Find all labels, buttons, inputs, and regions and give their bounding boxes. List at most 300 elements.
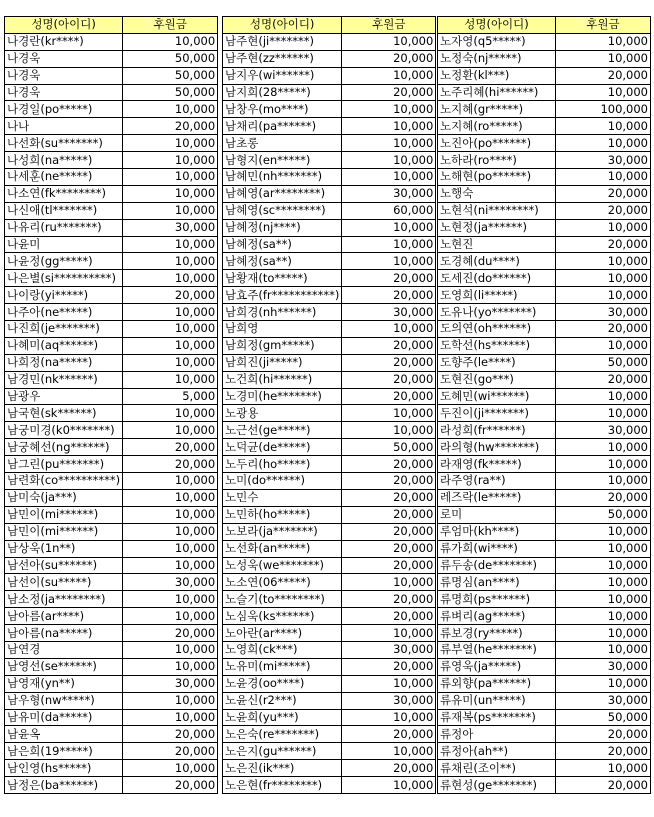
donor-name-cell: 남인영(hs*****) <box>5 760 123 777</box>
donation-amount-cell: 10,000 <box>342 152 436 169</box>
table-row <box>438 625 651 642</box>
donor-name-cell: 노은숙(re*******) <box>223 726 342 743</box>
donor-name-cell: 남초롱 <box>223 135 342 152</box>
table-row <box>223 726 436 743</box>
table-row <box>5 760 218 777</box>
table-row <box>223 287 436 304</box>
table-row <box>223 185 436 202</box>
table-row <box>5 270 218 287</box>
donation-amount-cell: 10,000 <box>556 760 651 777</box>
donation-amount-cell: 30,000 <box>556 152 651 169</box>
donation-amount-cell: 10,000 <box>123 608 218 625</box>
donation-amount-cell: 10,000 <box>123 270 218 287</box>
table-row <box>438 777 651 794</box>
donor-name-cell: 남혜정(sa**) <box>223 236 342 253</box>
table-row <box>5 557 218 574</box>
table-row <box>5 591 218 608</box>
table-row <box>438 185 651 202</box>
donation-amount-cell: 20,000 <box>123 287 218 304</box>
donation-amount-cell: 10,000 <box>123 337 218 354</box>
donation-amount-cell: 10,000 <box>342 405 436 422</box>
donor-name-cell: 나경욱 <box>5 50 123 67</box>
donor-name-cell: 남혜영(ar********) <box>223 185 342 202</box>
table-row <box>438 557 651 574</box>
donor-name-cell: 류재복(ps*******) <box>438 709 556 726</box>
donation-amount-cell: 30,000 <box>556 658 651 675</box>
donor-name-cell: 나은별(si**********) <box>5 270 123 287</box>
table-row <box>223 422 436 439</box>
donation-amount-cell: 30,000 <box>123 219 218 236</box>
donation-amount-cell: 30,000 <box>342 641 436 658</box>
table-row <box>438 219 651 236</box>
donation-amount-cell: 20,000 <box>556 726 651 743</box>
table-row <box>223 608 436 625</box>
donor-table-3 <box>437 16 651 794</box>
name-column-header: 성명(아이디) <box>5 17 123 34</box>
donor-name-cell: 노보라(ja*******) <box>223 523 342 540</box>
table-row <box>5 422 218 439</box>
donation-amount-cell: 10,000 <box>123 473 218 490</box>
donor-name-cell: 남련화(co**********) <box>5 473 123 490</box>
donation-amount-cell: 10,000 <box>342 709 436 726</box>
donor-name-cell: 남궁혜선(ng******) <box>5 439 123 456</box>
donation-amount-cell: 10,000 <box>342 574 436 591</box>
donor-name-cell: 류명희(ps******) <box>438 591 556 608</box>
donor-name-cell: 노진아(po******) <box>438 135 556 152</box>
donation-amount-cell: 10,000 <box>123 202 218 219</box>
donation-amount-cell: 10,000 <box>123 253 218 270</box>
donation-amount-cell: 20,000 <box>342 658 436 675</box>
donor-name-cell: 남유미(da*****) <box>5 709 123 726</box>
table-row <box>438 236 651 253</box>
donation-amount-cell: 10,000 <box>123 304 218 321</box>
name-column-header: 성명(아이디) <box>223 17 342 34</box>
donation-amount-cell: 20,000 <box>123 456 218 473</box>
donation-amount-cell: 10,000 <box>342 118 436 135</box>
table-row <box>223 33 436 50</box>
donor-name-cell: 라주영(ra**) <box>438 473 556 490</box>
donor-name-cell: 노경미(he*******) <box>223 388 342 405</box>
amount-column-header: 후원금 <box>342 17 436 34</box>
table-row <box>438 253 651 270</box>
table-row <box>438 641 651 658</box>
donor-name-cell: 남희경(nh******) <box>223 304 342 321</box>
table-row <box>5 84 218 101</box>
donation-amount-cell: 10,000 <box>342 743 436 760</box>
donor-name-cell: 남광우 <box>5 388 123 405</box>
table-row <box>438 726 651 743</box>
donor-name-cell: 나윤미 <box>5 236 123 253</box>
donor-name-cell: 레즈락(le*****) <box>438 489 556 506</box>
donation-amount-cell: 10,000 <box>342 67 436 84</box>
table-row <box>223 591 436 608</box>
donor-name-cell: 류부열(he*******) <box>438 641 556 658</box>
table-row <box>438 473 651 490</box>
donor-name-cell: 남궁미경(k0*******) <box>5 422 123 439</box>
donation-amount-cell: 20,000 <box>556 489 651 506</box>
donor-name-cell: 노민하(ho*****) <box>223 506 342 523</box>
table-row <box>5 354 218 371</box>
table-row <box>438 405 651 422</box>
donor-name-cell: 노행숙 <box>438 185 556 202</box>
table-row <box>223 675 436 692</box>
donation-amount-cell: 10,000 <box>123 185 218 202</box>
table-row <box>5 50 218 67</box>
table-row <box>5 321 218 338</box>
donation-amount-cell: 30,000 <box>556 692 651 709</box>
donation-amount-cell: 20,000 <box>342 337 436 354</box>
donor-name-cell: 노덕균(de*****) <box>223 439 342 456</box>
donor-name-cell: 남혜정(sa**) <box>223 253 342 270</box>
donor-name-cell: 노정숙(nj*****) <box>438 50 556 67</box>
donor-name-cell: 나세훈(ne*****) <box>5 169 123 186</box>
donation-amount-cell: 10,000 <box>342 321 436 338</box>
donor-name-cell: 류정아(ah**) <box>438 743 556 760</box>
table-row <box>5 608 218 625</box>
table-row <box>438 760 651 777</box>
donation-amount-cell: 30,000 <box>556 422 651 439</box>
donation-amount-cell: 20,000 <box>342 591 436 608</box>
donation-amount-cell: 10,000 <box>556 557 651 574</box>
table-row <box>223 253 436 270</box>
table-row <box>5 236 218 253</box>
donor-name-cell: 나경일(po*****) <box>5 101 123 118</box>
donation-amount-cell: 10,000 <box>123 506 218 523</box>
donation-amount-cell: 60,000 <box>342 202 436 219</box>
donor-name-cell: 나나 <box>5 118 123 135</box>
table-row <box>5 33 218 50</box>
donor-name-cell: 남혜영(sc********) <box>223 202 342 219</box>
table-row <box>5 641 218 658</box>
donor-name-cell: 노소연(06*****) <box>223 574 342 591</box>
donor-name-cell: 나경욱 <box>5 67 123 84</box>
donation-amount-cell: 20,000 <box>556 743 651 760</box>
table-row <box>5 473 218 490</box>
donor-name-cell: 남영선(se******) <box>5 658 123 675</box>
table-row <box>223 658 436 675</box>
donation-amount-cell: 10,000 <box>123 101 218 118</box>
table-row <box>223 321 436 338</box>
donor-name-cell: 노근선(ge*****) <box>223 422 342 439</box>
donor-name-cell: 노현진 <box>438 236 556 253</box>
table-row <box>5 304 218 321</box>
donation-amount-cell: 10,000 <box>123 422 218 439</box>
donor-name-cell: 노윤경(oo****) <box>223 675 342 692</box>
donor-name-cell: 도유나(yo*******) <box>438 304 556 321</box>
table-row <box>223 692 436 709</box>
donor-name-cell: 나성희(na*****) <box>5 152 123 169</box>
donor-name-cell: 도현진(go***) <box>438 371 556 388</box>
donation-amount-cell: 50,000 <box>556 354 651 371</box>
donation-amount-cell: 10,000 <box>556 439 651 456</box>
table-row <box>438 337 651 354</box>
donor-name-cell: 나진희(je*******) <box>5 321 123 338</box>
donation-amount-cell: 10,000 <box>123 169 218 186</box>
donation-amount-cell: 30,000 <box>342 692 436 709</box>
donor-name-cell: 남소정(ja********) <box>5 591 123 608</box>
donor-name-cell: 남상욱(1n**) <box>5 540 123 557</box>
table-row <box>438 540 651 557</box>
donor-name-cell: 남민이(mi******) <box>5 506 123 523</box>
donation-amount-cell: 10,000 <box>556 641 651 658</box>
donor-name-cell: 나경란(kr****) <box>5 33 123 50</box>
table-row <box>438 506 651 523</box>
donation-amount-cell: 10,000 <box>123 523 218 540</box>
donation-amount-cell: 10,000 <box>342 777 436 794</box>
table-row <box>438 692 651 709</box>
donation-amount-cell: 10,000 <box>342 135 436 152</box>
header-row <box>223 17 436 34</box>
table-row <box>5 540 218 557</box>
donor-name-cell: 노건희(hi******) <box>223 371 342 388</box>
donation-amount-cell: 50,000 <box>123 84 218 101</box>
table-row <box>5 118 218 135</box>
table-row <box>223 50 436 67</box>
donor-name-cell: 노해현(po******) <box>438 169 556 186</box>
table-row <box>438 523 651 540</box>
table-row <box>5 101 218 118</box>
donation-amount-cell: 10,000 <box>342 236 436 253</box>
donation-amount-cell: 10,000 <box>556 253 651 270</box>
donor-name-cell: 노성욱(we*******) <box>223 557 342 574</box>
donor-name-cell: 남정은(ba******) <box>5 777 123 794</box>
donor-name-cell: 도영희(li*****) <box>438 287 556 304</box>
table-row <box>5 287 218 304</box>
donation-amount-cell: 20,000 <box>342 50 436 67</box>
table-row <box>438 489 651 506</box>
table-row <box>223 118 436 135</box>
donation-amount-cell: 5,000 <box>123 388 218 405</box>
table-row <box>438 101 651 118</box>
table-row <box>223 152 436 169</box>
donation-amount-cell: 20,000 <box>342 523 436 540</box>
donation-amount-cell: 10,000 <box>342 253 436 270</box>
table-row <box>223 388 436 405</box>
donation-amount-cell: 30,000 <box>342 185 436 202</box>
donor-name-cell: 류영욱(ja*****) <box>438 658 556 675</box>
donor-name-cell: 나유리(ru*******) <box>5 219 123 236</box>
donation-amount-cell: 10,000 <box>556 270 651 287</box>
table-row <box>5 219 218 236</box>
donation-amount-cell: 20,000 <box>342 540 436 557</box>
donor-name-cell: 남혜정(nj****) <box>223 219 342 236</box>
donation-amount-cell: 10,000 <box>556 540 651 557</box>
donor-name-cell: 류보경(ry*****) <box>438 625 556 642</box>
donor-name-cell: 노자영(q5*****) <box>438 33 556 50</box>
donation-amount-cell: 10,000 <box>342 101 436 118</box>
donor-name-cell: 류현성(ge*******) <box>438 777 556 794</box>
donor-name-cell: 류벼리(ag*****) <box>438 608 556 625</box>
table-row <box>223 709 436 726</box>
table-row <box>438 709 651 726</box>
table-row <box>223 489 436 506</box>
donation-amount-cell: 20,000 <box>123 439 218 456</box>
donor-name-cell: 남그린(pu*******) <box>5 456 123 473</box>
donor-name-cell: 두진이(ji*******) <box>438 405 556 422</box>
table-row <box>223 405 436 422</box>
donation-amount-cell: 10,000 <box>123 709 218 726</box>
table-row <box>5 337 218 354</box>
donation-amount-cell: 20,000 <box>123 118 218 135</box>
donation-amount-cell: 10,000 <box>123 557 218 574</box>
donation-amount-cell: 10,000 <box>556 169 651 186</box>
donor-name-cell: 나신애(tl*******) <box>5 202 123 219</box>
table-row <box>223 760 436 777</box>
donor-name-cell: 노은진(ik***) <box>223 760 342 777</box>
donor-name-cell: 도의연(oh******) <box>438 321 556 338</box>
donation-amount-cell: 10,000 <box>123 135 218 152</box>
donation-amount-cell: 10,000 <box>556 337 651 354</box>
table-row <box>438 743 651 760</box>
donor-name-cell: 라재영(fk*****) <box>438 456 556 473</box>
table-row <box>5 405 218 422</box>
donor-name-cell: 노두리(ho*****) <box>223 456 342 473</box>
donor-name-cell: 남영재(yn**) <box>5 675 123 692</box>
table-row <box>223 456 436 473</box>
table-row <box>5 675 218 692</box>
table-row <box>223 101 436 118</box>
table-row <box>5 456 218 473</box>
donor-name-cell: 남아름(ar****) <box>5 608 123 625</box>
amount-column-header: 후원금 <box>556 17 651 34</box>
donor-name-cell: 노현석(ni********) <box>438 202 556 219</box>
donor-name-cell: 노심욱(ks******) <box>223 608 342 625</box>
donor-name-cell: 류채린(조이**) <box>438 760 556 777</box>
table-row <box>438 591 651 608</box>
donor-name-cell: 노유미(mi*****) <box>223 658 342 675</box>
donation-amount-cell: 50,000 <box>123 50 218 67</box>
donation-amount-cell: 10,000 <box>556 675 651 692</box>
donation-amount-cell: 10,000 <box>556 33 651 50</box>
donation-amount-cell: 10,000 <box>342 169 436 186</box>
table-row <box>438 50 651 67</box>
table-row <box>438 169 651 186</box>
table-row <box>223 557 436 574</box>
table-row <box>5 202 218 219</box>
table-row <box>223 506 436 523</box>
donor-name-cell: 남지우(wi******) <box>223 67 342 84</box>
table-row <box>438 422 651 439</box>
table-row <box>223 641 436 658</box>
donor-name-cell: 남선아(su******) <box>5 557 123 574</box>
table-row <box>5 523 218 540</box>
table-row <box>438 608 651 625</box>
donation-amount-cell: 10,000 <box>342 33 436 50</box>
donor-name-cell: 남형지(en*****) <box>223 152 342 169</box>
donation-amount-cell: 20,000 <box>556 185 651 202</box>
donation-amount-cell: 50,000 <box>556 506 651 523</box>
table-row <box>438 118 651 135</box>
table-row <box>223 337 436 354</box>
donor-name-cell: 남황재(to*****) <box>223 270 342 287</box>
donor-name-cell: 남희영 <box>223 321 342 338</box>
donation-amount-cell: 20,000 <box>342 287 436 304</box>
donation-amount-cell: 10,000 <box>556 287 651 304</box>
donor-name-cell: 노은현(fr********) <box>223 777 342 794</box>
table-row <box>5 371 218 388</box>
donor-name-cell: 라의형(hw*******) <box>438 439 556 456</box>
donation-amount-cell: 20,000 <box>342 506 436 523</box>
donor-name-cell: 나윤정(gg*****) <box>5 253 123 270</box>
donor-name-cell: 노선화(an*****) <box>223 540 342 557</box>
donor-name-cell: 루엄마(kh****) <box>438 523 556 540</box>
donation-amount-cell: 20,000 <box>342 84 436 101</box>
table-row <box>5 169 218 186</box>
table-row <box>438 304 651 321</box>
donation-amount-cell: 10,000 <box>123 33 218 50</box>
donation-amount-cell: 20,000 <box>556 371 651 388</box>
donor-name-cell: 남선이(su*****) <box>5 574 123 591</box>
donor-name-cell: 노민수 <box>223 489 342 506</box>
donation-amount-cell: 10,000 <box>342 625 436 642</box>
donation-amount-cell: 10,000 <box>556 523 651 540</box>
table-row <box>223 304 436 321</box>
donation-amount-cell: 20,000 <box>342 473 436 490</box>
name-column-header: 성명(아이디) <box>438 17 556 34</box>
donor-name-cell: 나선화(su*******) <box>5 135 123 152</box>
donation-amount-cell: 20,000 <box>123 625 218 642</box>
donor-name-cell: 남은희(19*****) <box>5 743 123 760</box>
donor-name-cell: 나희정(na*****) <box>5 354 123 371</box>
donor-name-cell: 류명심(an****) <box>438 574 556 591</box>
donation-amount-cell: 50,000 <box>342 439 436 456</box>
donation-amount-cell: 20,000 <box>556 321 651 338</box>
donor-name-cell: 노정환(kl***) <box>438 67 556 84</box>
donation-amount-cell: 10,000 <box>123 641 218 658</box>
donor-name-cell: 노윤희(yu***) <box>223 709 342 726</box>
donation-amount-cell: 20,000 <box>342 270 436 287</box>
table-row <box>438 371 651 388</box>
donor-name-cell: 남미숙(ja***) <box>5 489 123 506</box>
donor-name-cell: 류두송(de*******) <box>438 557 556 574</box>
table-row <box>223 84 436 101</box>
donation-amount-cell: 10,000 <box>556 591 651 608</box>
donor-name-cell: 류가희(wi****) <box>438 540 556 557</box>
table-row <box>438 321 651 338</box>
donor-name-cell: 노슬기(to********) <box>223 591 342 608</box>
table-row <box>223 743 436 760</box>
donation-amount-cell: 10,000 <box>556 50 651 67</box>
donor-name-cell: 라성희(fr******) <box>438 422 556 439</box>
table-row <box>223 354 436 371</box>
table-row <box>438 84 651 101</box>
donor-name-cell: 류유미(un*****) <box>438 692 556 709</box>
table-row <box>223 777 436 794</box>
donor-name-cell: 노은지(gu******) <box>223 743 342 760</box>
donor-name-cell: 남주현(ji*******) <box>223 33 342 50</box>
donation-amount-cell: 10,000 <box>342 422 436 439</box>
donation-amount-cell: 10,000 <box>556 388 651 405</box>
donation-amount-cell: 100,000 <box>556 101 651 118</box>
donation-amount-cell: 10,000 <box>556 608 651 625</box>
donor-name-cell: 류정아 <box>438 726 556 743</box>
table-row <box>5 625 218 642</box>
donor-name-cell: 남윤옥 <box>5 726 123 743</box>
table-row <box>223 473 436 490</box>
donor-name-cell: 남희진(ji*****) <box>223 354 342 371</box>
donor-name-cell: 노영희(ck***) <box>223 641 342 658</box>
table-row <box>5 506 218 523</box>
table-row <box>223 202 436 219</box>
donation-amount-cell: 10,000 <box>123 760 218 777</box>
donation-amount-cell: 20,000 <box>342 608 436 625</box>
donation-amount-cell: 10,000 <box>342 675 436 692</box>
donation-amount-cell: 10,000 <box>123 540 218 557</box>
table-row <box>438 270 651 287</box>
donor-name-cell: 남혜민(nh*******) <box>223 169 342 186</box>
donation-amount-cell: 10,000 <box>556 473 651 490</box>
donation-amount-cell: 20,000 <box>556 202 651 219</box>
